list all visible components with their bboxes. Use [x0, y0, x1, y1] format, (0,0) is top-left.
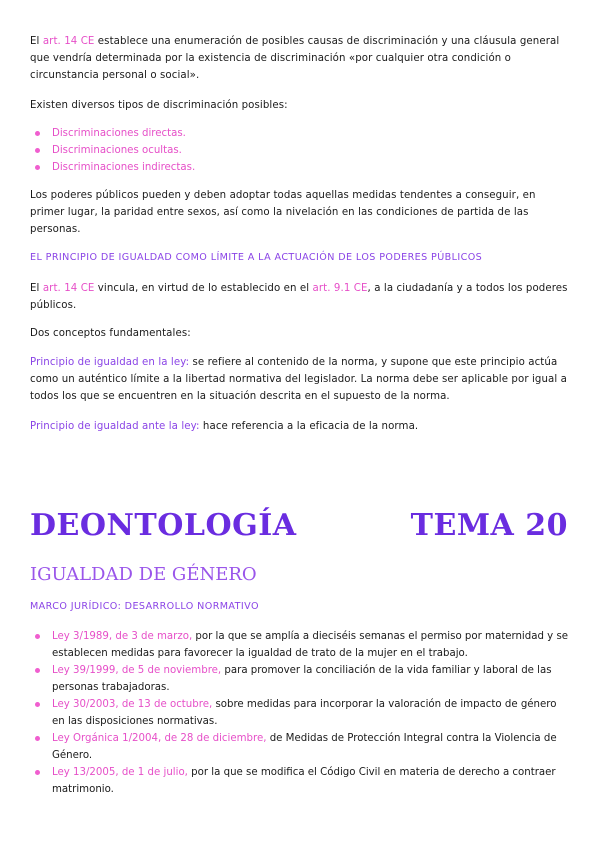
law-reference: Ley 30/2003, de 13 de octubre,: [52, 699, 213, 710]
section-heading: EL PRINCIPIO DE IGUALDAD COMO LÍMITE A LA ACTUACIÓN DE LOS PODERES PÚBLICOS: [30, 252, 483, 263]
list-item: [30, 142, 570, 159]
article-reference: art. 9.1 CE: [312, 283, 368, 294]
bullet-icon: [35, 668, 40, 673]
law-text: de Medidas de Protección Integral contra la Violencia de Género.: [52, 733, 557, 761]
bullet-icon: [35, 131, 40, 136]
types-intro: Existen diversos tipos de discriminación posibles:: [30, 100, 288, 111]
concepts-intro: Dos conceptos fundamentales:: [30, 328, 191, 339]
list-item-text: Discriminaciones indirectas.: [52, 162, 196, 173]
law-text: por la que se amplía a dieciséis semanas el permiso por maternidad y se establecen medidas para favorecer la igualdad de trato de la mujer en el trabajo.: [52, 631, 569, 659]
article-reference: art. 14 CE: [42, 283, 95, 294]
list-item: [30, 730, 570, 764]
bullet-icon: [35, 736, 40, 741]
law-reference: Ley Orgánica 1/2004, de 28 de diciembre,: [52, 733, 267, 744]
list-item: [30, 125, 570, 142]
vincula-paragraph: [30, 280, 570, 314]
list-item-text: Discriminaciones ocultas.: [52, 145, 182, 156]
laws-list: [30, 628, 570, 798]
law-text: por la que se modifica el Código Civil en materia de derecho a contraer matrimonio.: [52, 767, 556, 795]
list-item: [30, 764, 570, 798]
marco-heading: MARCO JURÍDICO: DESARROLLO NORMATIVO: [30, 601, 259, 612]
bullet-icon: [35, 165, 40, 170]
list-item: [30, 159, 570, 176]
topic-number: TEMA 20: [410, 508, 568, 543]
law-text: sobre medidas para incorporar la valoración de impacto de género en las disposiciones normativas.: [52, 699, 557, 727]
intro-post: establece una enumeración de posibles causas de discriminación y una cláusula general que vendría determinada por la existencia de discriminación «por cualquier otra condición o circunstancia personal o social».: [30, 36, 560, 81]
law-text: para promover la conciliación de la vida familiar y laboral de las personas trabajadoras.: [52, 665, 552, 693]
principle-en-paragraph: [30, 354, 570, 405]
vincula-post: , a la ciudadanía y a todos los poderes públicos.: [30, 283, 568, 311]
principle-text: hace referencia a la eficacia de la norma.: [199, 421, 419, 432]
principle-label: Principio de igualdad en la ley:: [30, 357, 190, 368]
law-reference: Ley 3/1989, de 3 de marzo,: [52, 631, 193, 642]
bullet-icon: [35, 148, 40, 153]
intro-pre: El: [30, 36, 43, 47]
principle-ante-paragraph: [30, 418, 570, 435]
bullet-icon: [35, 702, 40, 707]
law-reference: Ley 13/2005, de 1 de julio,: [52, 767, 188, 778]
intro-paragraph: [30, 33, 570, 84]
list-item: [30, 628, 570, 662]
list-item-text: Discriminaciones directas.: [52, 128, 186, 139]
bullet-icon: [35, 770, 40, 775]
discrimination-types-list: [30, 125, 570, 176]
page-title: DEONTOLOGÍA: [30, 508, 297, 543]
list-item: [30, 662, 570, 696]
principle-label: Principio de igualdad ante la ley:: [30, 421, 200, 432]
bullet-icon: [35, 634, 40, 639]
principle-text: se refiere al contenido de la norma, y supone que este principio actúa como un auténtico límite a la libertad normativa del legislador. La norma debe ser aplicable por igual a todos los que se encuentren en la situación descrita en el supuesto de la norma.: [30, 357, 567, 402]
poderes-paragraph: Los poderes públicos pueden y deben adoptar todas aquellas medidas tendentes a conseguir, en primer lugar, la paridad entre sexos, así como la nivelación en las condiciones de partida de las personas.: [30, 190, 536, 235]
law-reference: Ley 39/1999, de 5 de noviembre,: [52, 665, 222, 676]
page-subtitle: IGUALDAD DE GÉNERO: [30, 564, 257, 585]
vincula-pre: El: [30, 283, 43, 294]
article-reference: art. 14 CE: [42, 36, 95, 47]
list-item: [30, 696, 570, 730]
vincula-mid: vincula, en virtud de lo establecido en el: [94, 283, 313, 294]
